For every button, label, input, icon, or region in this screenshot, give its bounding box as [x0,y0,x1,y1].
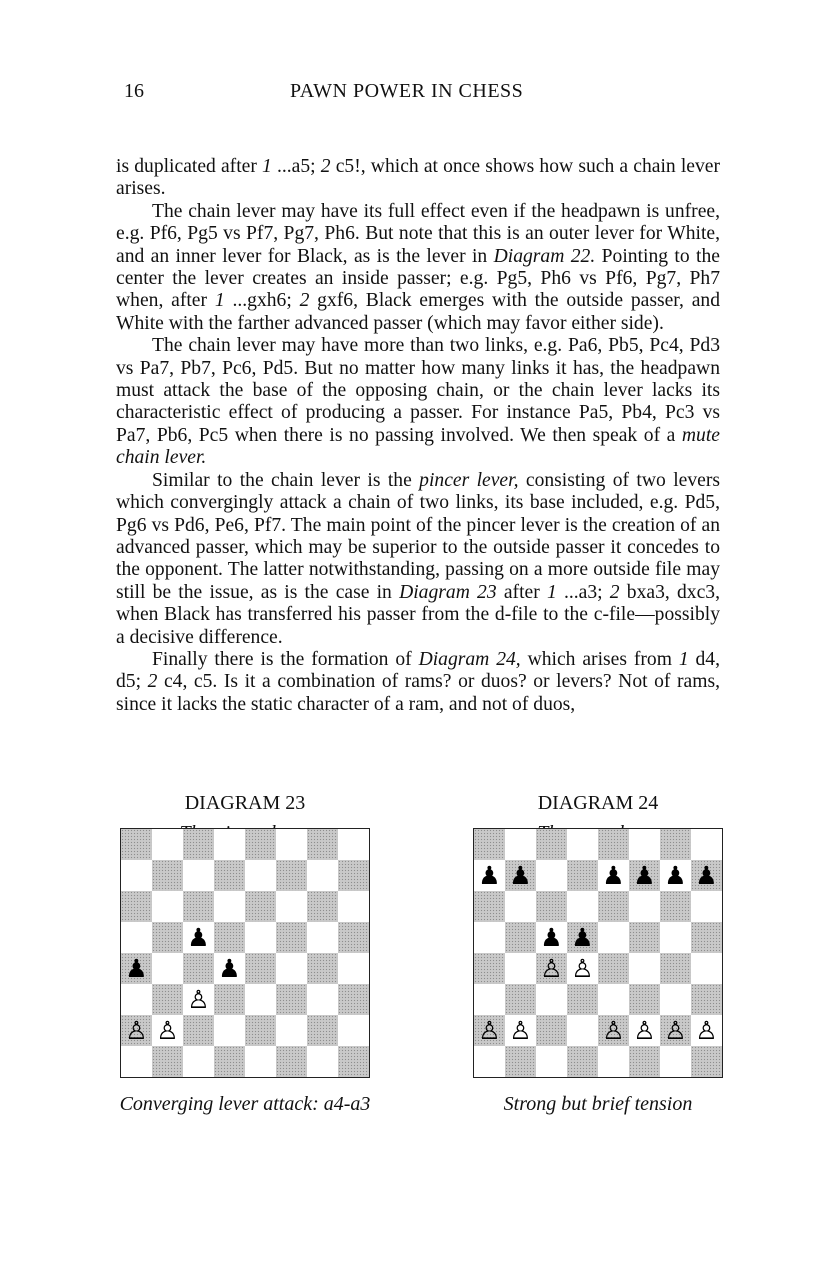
board-square-b4 [152,953,183,984]
board-square-g2 [660,1015,691,1046]
board-square-f1 [276,1046,307,1077]
page-number: 16 [124,80,144,102]
italic-text: 1 [678,648,689,670]
text-run: is duplicated after [116,156,263,177]
board-square-b8 [152,829,183,860]
board-square-a5 [474,922,505,953]
board-square-b3 [152,984,183,1015]
board-square-f6 [629,891,660,922]
board-square-a7 [474,860,505,891]
board-square-b4 [505,953,536,984]
board-square-a8 [121,829,152,860]
board-square-h1 [691,1046,722,1077]
italic-text: 1 [262,156,272,177]
black-pawn-icon: ♟ [218,954,241,983]
board-square-g2 [307,1015,338,1046]
italic-text: Diagram 22. [493,245,596,267]
board-square-e1 [245,1046,276,1077]
board-square-a2 [121,1015,152,1046]
black-pawn-icon: ♟ [540,923,563,952]
text-run: which arises from [520,648,679,670]
board-square-g8 [307,829,338,860]
italic-text: mute chain lever. [116,424,720,469]
board-square-f8 [276,829,307,860]
italic-text: 2 [320,156,331,177]
board-square-g4 [660,953,691,984]
white-pawn-icon: ♙ [540,954,563,983]
board-square-a6 [121,891,152,922]
text-run: Pointing to the center the lever creates an inside passer; e.g. Pg5, Ph6 vs Pf6, Pg7, Ph7 when, after [116,245,720,312]
board-square-d6 [214,891,245,922]
black-pawn-icon: ♟ [633,861,656,890]
board-square-e5 [245,922,276,953]
board-square-c4 [183,953,214,984]
text-run: Similar to the chain lever is the [152,469,420,491]
board-square-e3 [245,984,276,1015]
board-square-f6 [276,891,307,922]
paragraph-4 [116,470,720,649]
board-square-g5 [660,922,691,953]
italic-text: Diagram 24, [418,648,521,670]
paragraph-3 [116,335,720,469]
board-square-e4 [245,953,276,984]
board-square-e6 [245,891,276,922]
italic-text: 1 [546,581,557,603]
board-square-a4 [474,953,505,984]
board-square-e7 [245,860,276,891]
board-square-h3 [338,984,369,1015]
text-run: Finally there is the formation of [152,648,419,670]
running-head: PAWN POWER IN CHESS [290,80,524,102]
board-square-d2 [214,1015,245,1046]
board-square-c1 [183,1046,214,1077]
chess-board [473,828,723,1078]
board-square-c1 [536,1046,567,1077]
text-run: ...a3; [556,581,610,603]
black-pawn-icon: ♟ [664,861,687,890]
board-square-b2 [152,1015,183,1046]
board-square-f7 [629,860,660,891]
white-pawn-icon: ♙ [633,1016,656,1045]
board-square-d7 [567,860,598,891]
board-square-h7 [338,860,369,891]
board-square-c5 [183,922,214,953]
text-run: c4, c5. Is it a combination of rams? or duos? or levers? Not of rams, since it lacks the static character of a ram, and not of duos, [116,671,720,715]
black-pawn-icon: ♟ [509,861,532,890]
board-square-c7 [536,860,567,891]
white-pawn-icon: ♙ [156,1016,179,1045]
board-square-d6 [567,891,598,922]
board-square-g5 [307,922,338,953]
board-square-h2 [338,1015,369,1046]
board-square-f4 [629,953,660,984]
board-square-c8 [183,829,214,860]
board-square-g1 [307,1046,338,1077]
board-square-a5 [121,922,152,953]
white-pawn-icon: ♙ [478,1016,501,1045]
italic-text: 2 [147,671,158,693]
board-square-e3 [598,984,629,1015]
black-pawn-icon: ♟ [571,923,594,952]
board-square-h2 [691,1015,722,1046]
text-run: bxa3, dxc3, when Black has transferred his passer from the d-file to the c-file—possibly a decisive difference. [116,581,720,648]
text-run: d4, d5; [116,648,720,693]
board-square-c2 [536,1015,567,1046]
paragraph-5 [116,649,720,716]
board-square-f5 [276,922,307,953]
board-square-h8 [691,829,722,860]
board-square-c3 [536,984,567,1015]
black-pawn-icon: ♟ [125,954,148,983]
board-square-b5 [505,922,536,953]
board-square-f2 [276,1015,307,1046]
board-square-c3 [183,984,214,1015]
board-square-c4 [536,953,567,984]
diagram-title: DIAGRAM 23 [184,792,306,814]
board-square-f2 [629,1015,660,1046]
board-square-b7 [152,860,183,891]
board-square-e8 [598,829,629,860]
board-square-g3 [307,984,338,1015]
italic-text: 1 [214,290,225,312]
board-square-d8 [214,829,245,860]
board-square-d5 [214,922,245,953]
board-square-c2 [183,1015,214,1046]
text-run: The chain lever may have its full effect even if the headpawn is unfree, e.g. Pf6, Pg5 vs Pf7, Pg7, Ph6. But note that this is an outer lever for White, and an inner lever for Black, as is the lever in [116,200,720,267]
board-square-d7 [214,860,245,891]
board-square-g6 [307,891,338,922]
white-pawn-icon: ♙ [125,1016,148,1045]
diagram-caption: Converging lever attack: a4-a3 [119,1093,371,1115]
board-square-b2 [505,1015,536,1046]
board-square-g6 [660,891,691,922]
board-square-a8 [474,829,505,860]
board-square-e2 [598,1015,629,1046]
board-square-d2 [567,1015,598,1046]
board-square-d1 [214,1046,245,1077]
board-square-a1 [121,1046,152,1077]
board-square-d1 [567,1046,598,1077]
diagram-title: DIAGRAM 24 [537,792,659,814]
white-pawn-icon: ♙ [187,985,210,1014]
board-square-c5 [536,922,567,953]
board-square-g1 [660,1046,691,1077]
board-square-d5 [567,922,598,953]
italic-text: 2 [299,290,310,312]
board-square-e4 [598,953,629,984]
board-square-d3 [567,984,598,1015]
black-pawn-icon: ♟ [187,923,210,952]
board-square-b1 [505,1046,536,1077]
board-square-d3 [214,984,245,1015]
board-square-h8 [338,829,369,860]
white-pawn-icon: ♙ [602,1016,625,1045]
white-pawn-icon: ♙ [664,1016,687,1045]
text-run: consisting of two levers which convergingly attack a chain of two links, its base included, e.g. Pd5, Pg6 vs Pd6, Pe6, Pf7. The main point of the pincer lever is the creation of an advanced passer, which may be superior to the outside passer it concedes to the opponent. The latter notwithstanding, passing on a more outside file may still be the issue, as is the case in [116,469,720,603]
board-square-b5 [152,922,183,953]
board-square-b3 [505,984,536,1015]
board-square-h6 [691,891,722,922]
diagram-23 [95,788,395,1115]
board-square-g3 [660,984,691,1015]
chess-board [120,828,370,1078]
board-square-d8 [567,829,598,860]
board-square-h4 [338,953,369,984]
board-square-a7 [121,860,152,891]
board-square-b6 [152,891,183,922]
italic-text: Diagram 23 [399,581,497,603]
board-square-h3 [691,984,722,1015]
white-pawn-icon: ♙ [695,1016,718,1045]
text-run: The chain lever may have more than two links, e.g. Pa6, Pb5, Pc4, Pd3 vs Pa7, Pb7, Pc6, Pd5. But no matter how many links it has, the headpawn must attack the base of the opposing chain, or the chain lever lacks its characteristic effect of producing a passer. For instance Pa5, Pb4, Pc3 vs Pa7, Pb6, Pc5 when there is no passing involved. We then speak of a [116,335,720,446]
board-square-h5 [691,922,722,953]
paragraph-1 [116,156,720,201]
board-square-g4 [307,953,338,984]
board-square-f8 [629,829,660,860]
text-run: gxf6, Black emerges with the outside passer, and White with the farther advanced passer (which may favor either side). [116,290,720,334]
board-square-h1 [338,1046,369,1077]
text-run: ...a5; [271,156,321,177]
white-pawn-icon: ♙ [571,954,594,983]
body-text [116,156,720,716]
board-square-e1 [598,1046,629,1077]
board-square-c8 [536,829,567,860]
board-square-d4 [214,953,245,984]
text-run: after [496,581,547,603]
text-run: ...gxh6; [224,290,300,312]
board-square-c6 [183,891,214,922]
board-square-f1 [629,1046,660,1077]
board-square-c6 [536,891,567,922]
board-square-a2 [474,1015,505,1046]
black-pawn-icon: ♟ [602,861,625,890]
italic-text: pincer lever, [419,469,519,491]
board-square-a4 [121,953,152,984]
board-square-b7 [505,860,536,891]
board-square-h4 [691,953,722,984]
board-square-h6 [338,891,369,922]
board-square-e6 [598,891,629,922]
board-square-b8 [505,829,536,860]
board-square-e7 [598,860,629,891]
board-square-a3 [121,984,152,1015]
board-square-b1 [152,1046,183,1077]
board-square-f7 [276,860,307,891]
board-square-g7 [660,860,691,891]
black-pawn-icon: ♟ [695,861,718,890]
board-square-f5 [629,922,660,953]
board-square-f3 [629,984,660,1015]
diagram-24 [448,788,748,1115]
italic-text: 2 [609,581,620,603]
board-square-b6 [505,891,536,922]
board-square-h5 [338,922,369,953]
board-square-e2 [245,1015,276,1046]
board-square-f3 [276,984,307,1015]
board-square-c7 [183,860,214,891]
diagram-caption: Strong but brief tension [503,1093,693,1115]
board-square-a6 [474,891,505,922]
white-pawn-icon: ♙ [509,1016,532,1045]
board-square-e8 [245,829,276,860]
board-square-e5 [598,922,629,953]
board-square-a1 [474,1046,505,1077]
paragraph-2 [116,201,720,335]
board-square-g7 [307,860,338,891]
board-square-g8 [660,829,691,860]
board-square-a3 [474,984,505,1015]
board-square-d4 [567,953,598,984]
black-pawn-icon: ♟ [478,861,501,890]
board-square-h7 [691,860,722,891]
board-square-f4 [276,953,307,984]
text-run: c5!, which at once shows how such a chain lever arises. [116,156,720,200]
